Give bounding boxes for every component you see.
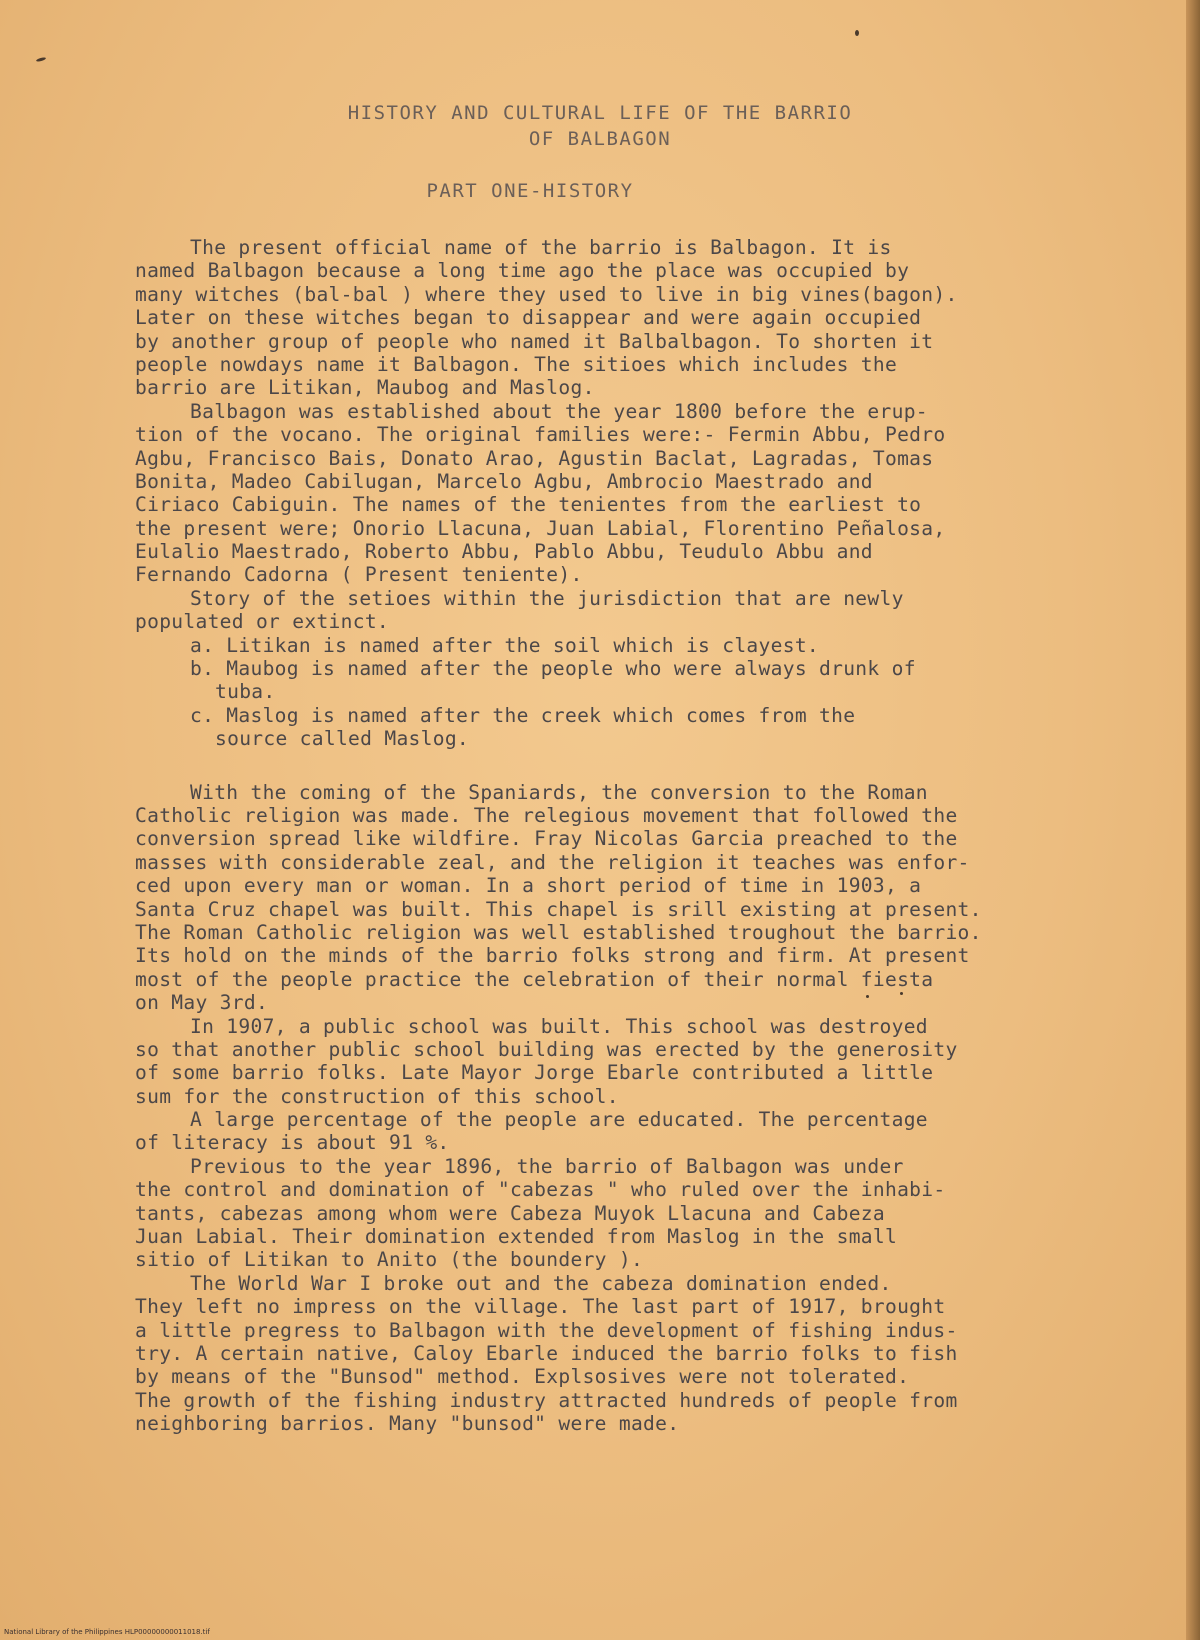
ink-speck [855, 30, 859, 36]
text-line: Balbagon was established about the year 1800 before the erup- [190, 399, 928, 423]
text-line: sum for the construction of this school. [135, 1084, 619, 1108]
text-line: by means of the "Bunsod" method. Explsosives were not tolerated. [135, 1365, 910, 1389]
page-edge-shadow [1186, 0, 1200, 1640]
document-body [135, 236, 1135, 1436]
text-line: The World War I broke out and the cabeza domination ended. [190, 1271, 892, 1295]
text-line: the control and domination of "cabezas " who ruled over the inhabi- [135, 1178, 946, 1202]
document-title [300, 100, 900, 152]
title-line-2: OF BALBAGON [528, 128, 672, 150]
text-line: the present were; Onorio Llacuna, Juan Labial, Florentino Peñalosa, [135, 516, 946, 540]
text-line: a. Litikan is named after the soil which is clayest. [190, 633, 820, 657]
text-line: most of the people practice the celebration of their normal fiesta [135, 967, 934, 991]
text-line: Ciriaco Cabiguin. The names of the tenientes from the earliest to [135, 493, 922, 517]
text-line: a little pregress to Balbagon with the development of fishing indus- [135, 1318, 958, 1342]
text-line: b. Maubog is named after the people who were always drunk of [190, 657, 916, 681]
text-line: conversion spread like wildfire. Fray Nicolas Garcia preached to the [135, 827, 958, 851]
text-line: The present official name of the barrio is Balbagon. It is [190, 236, 892, 259]
text-line: so that another public school building was erected by the generosity [135, 1037, 958, 1061]
text-line: Catholic religion was made. The relegious movement that followed the [135, 803, 958, 827]
text-line: They left no impress on the village. The last part of 1917, brought [135, 1295, 946, 1319]
text-line: Eulalio Maestrado, Roberto Abbu, Pablo Abbu, Teudulo Abbu and [135, 540, 873, 564]
text-line: Previous to the year 1896, the barrio of Balbagon was under [190, 1154, 904, 1178]
text-line: A large percentage of the people are educated. The percentage [190, 1108, 928, 1132]
title-line-1: HISTORY AND CULTURAL LIFE OF THE BARRIO [347, 102, 853, 124]
text-line: Fernando Cadorna ( Present teniente). [135, 563, 583, 587]
text-line: Later on these witches began to disappear and were again occupied [135, 306, 922, 330]
text-line: With the coming of the Spaniards, the conversion to the Roman [190, 780, 928, 804]
text-line: Its hold on the minds of the barrio folks strong and firm. At present [135, 944, 970, 968]
text-line: tuba. [215, 680, 276, 704]
text-line: The growth of the fishing industry attracted hundreds of people from [135, 1388, 958, 1412]
text-line: of literacy is about 91 %. [135, 1131, 450, 1155]
text-line: sitio of Litikan to Anito (the boundery ). [135, 1248, 644, 1272]
text-line: on May 3rd. [135, 991, 269, 1015]
text-line: try. A certain native, Caloy Ebarle induced the barrio folks to fish [135, 1341, 958, 1365]
text-line: tion of the vocano. The original families were:- Fermin Abbu, Pedro [135, 423, 946, 447]
text-line: source called Maslog. [215, 727, 470, 751]
text-line: Bonita, Madeo Cabilugan, Marcelo Agbu, Ambrocio Maestrado and [135, 469, 873, 493]
text-line: Juan Labial. Their domination extended from Maslog in the small [135, 1225, 898, 1249]
text-line: masses with considerable zeal, and the religion it teaches was enfor- [135, 850, 970, 874]
text-line: Agbu, Francisco Bais, Donato Arao, Agustin Baclat, Lagradas, Tomas [135, 446, 934, 470]
text-line: people nowdays name it Balbagon. The sitioes which includes the [135, 352, 898, 376]
text-line: c. Maslog is named after the creek which comes from the [190, 703, 856, 727]
text-line: The Roman Catholic religion was well established troughout the barrio. [135, 920, 982, 944]
text-line: many witches (bal-bal ) where they used to live in big vines(bagon). [135, 282, 958, 306]
scan-footer: National Library of the Philippines HLP00000000011018.tif [4, 1628, 210, 1636]
part-heading: PART ONE-HISTORY [426, 180, 634, 202]
text-line: populated or extinct. [135, 610, 390, 634]
text-line: of some barrio folks. Late Mayor Jorge Ebarle contributed a little [135, 1061, 934, 1085]
text-line: neighboring barrios. Many "bunsod" were made. [135, 1412, 680, 1436]
text-line: In 1907, a public school was built. This school was destroyed [190, 1014, 928, 1038]
text-line: barrio are Litikan, Maubog and Maslog. [135, 376, 595, 400]
text-line: by another group of people who named it Balbalbagon. To shorten it [135, 329, 934, 353]
text-line: Santa Cruz chapel was built. This chapel is srill existing at present. [135, 897, 982, 921]
paragraph-gap [135, 751, 1135, 781]
text-line: tants, cabezas among whom were Cabeza Muyok Llacuna and Cabeza [135, 1201, 885, 1225]
text-line: named Balbagon because a long time ago the place was occupied by [135, 259, 910, 283]
text-line: ced upon every man or woman. In a short period of time in 1903, a [135, 874, 922, 898]
ink-speck [36, 57, 46, 62]
text-line: Story of the setioes within the jurisdiction that are newly [190, 586, 904, 610]
